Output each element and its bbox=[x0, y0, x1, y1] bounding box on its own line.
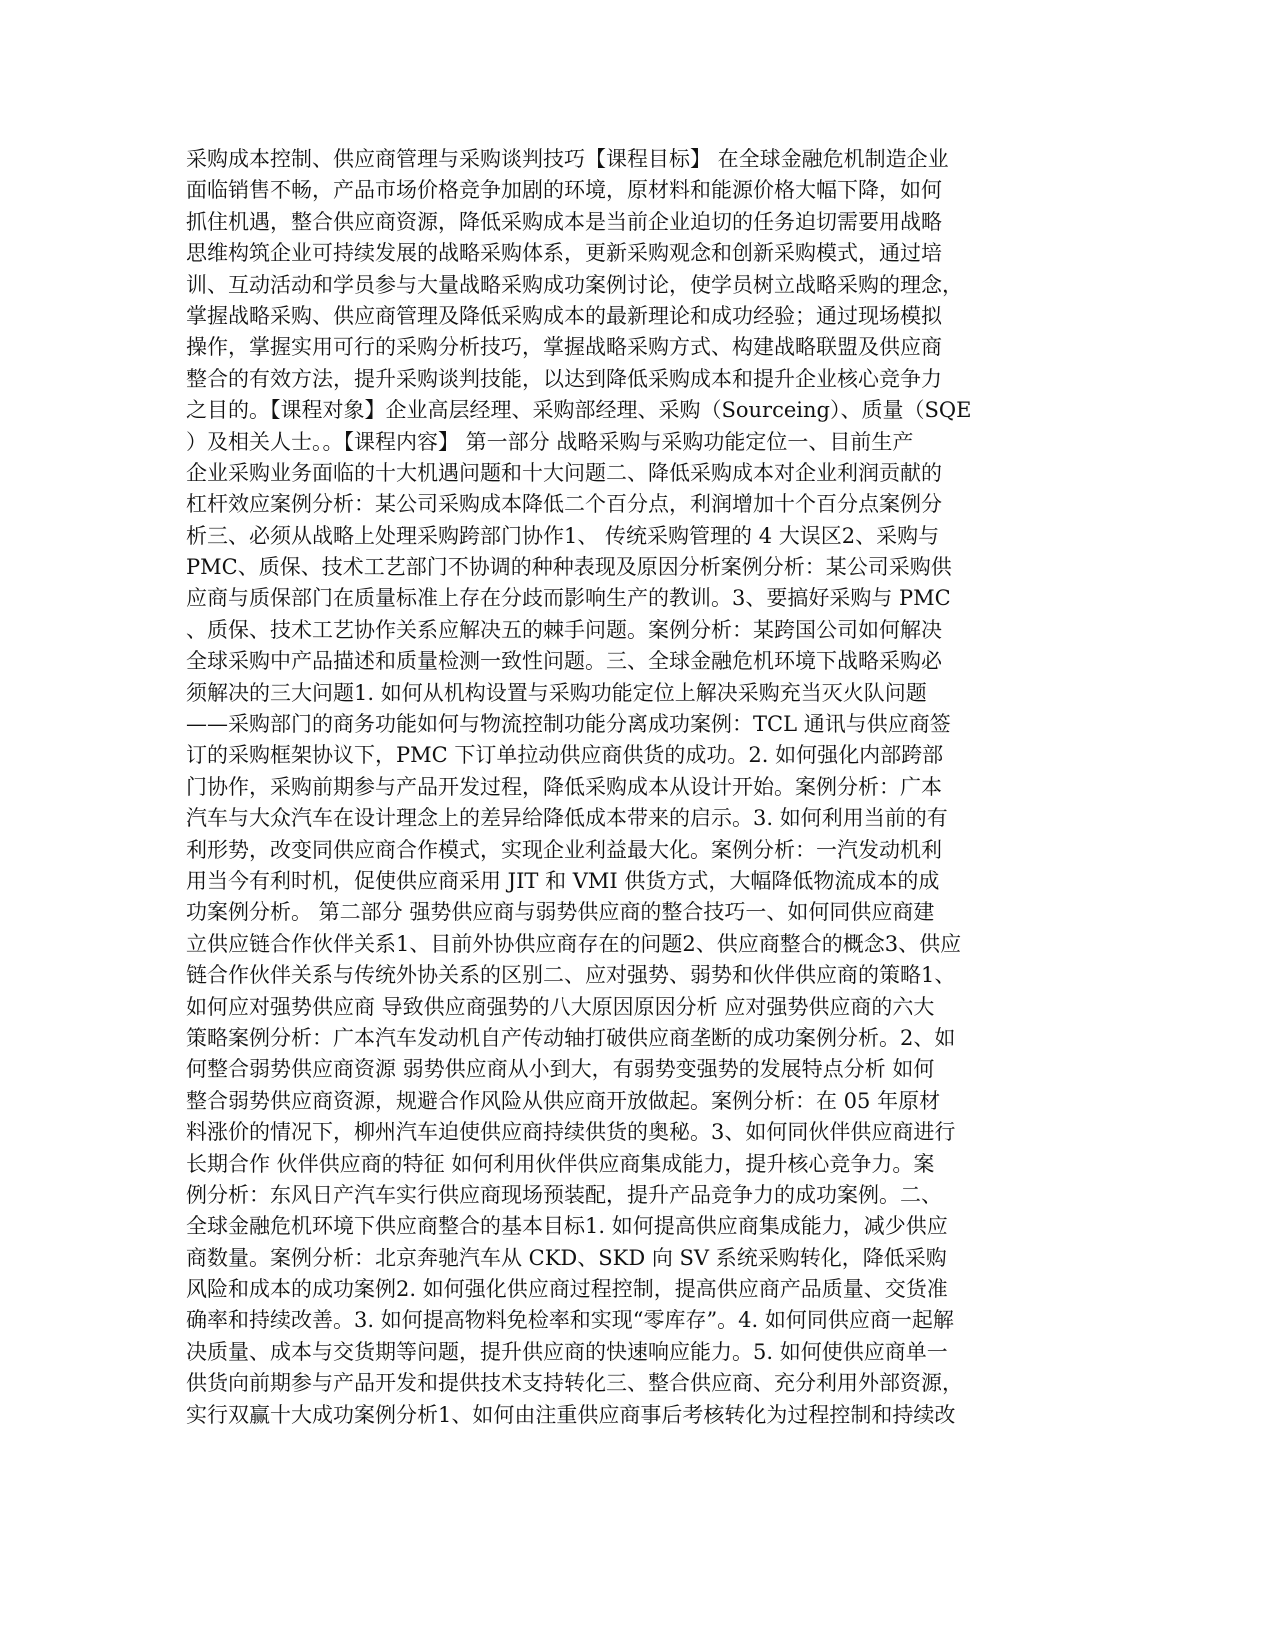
text-line: ）及相关人士。。【课程内容】 第一部分 战略采购与采购功能定位一、目前生产 bbox=[186, 429, 914, 454]
text-line: 全球金融危机环境下供应商整合的基本目标1. 如何提高供应商集成能力，减少供应 bbox=[186, 1214, 948, 1239]
text-line: 门协作，采购前期参与产品开发过程，降低采购成本从设计开始。案例分析：广本 bbox=[186, 774, 942, 799]
text-line: 应商与质保部门在质量标准上存在分歧而影响生产的教训。3、要搞好采购与 PMC bbox=[186, 586, 951, 611]
text-line: 训、互动活动和学员参与大量战略采购成功案例讨论，使学员树立战略采购的理念， bbox=[186, 272, 963, 297]
text-line: 确率和持续改善。3. 如何提高物料免检率和实现“零库存”。4. 如何同供应商一起解 bbox=[186, 1308, 954, 1333]
text-line: 须解决的三大问题1. 如何从机构设置与采购功能定位上解决采购充当灭火队问题 bbox=[186, 680, 927, 705]
text-line: 面临销售不畅，产品市场价格竞争加剧的环境，原材料和能源价格大幅下降，如何 bbox=[186, 178, 942, 203]
text-line: 利形势，改变同供应商合作模式，实现企业利益最大化。案例分析：一汽发动机利 bbox=[186, 837, 942, 862]
text-line: 决质量、成本与交货期等问题，提升供应商的快速响应能力。5. 如何使供应商单一 bbox=[186, 1339, 948, 1364]
text-line: 订的采购框架协议下，PMC 下订单拉动供应商供货的成功。2. 如何强化内部跨部 bbox=[186, 743, 944, 768]
text-line: 策略案例分析：广本汽车发动机自产传动轴打破供应商垄断的成功案例分析。2、如 bbox=[186, 1025, 956, 1050]
text-line: 如何应对强势供应商 导致供应商强势的八大原因原因分析 应对强势供应商的六大 bbox=[186, 994, 935, 1019]
text-line: 长期合作 伙伴供应商的特征 如何利用伙伴供应商集成能力，提升核心竞争力。案 bbox=[186, 1151, 935, 1176]
text-line: 链合作伙伴关系与传统外协关系的区别二、应对强势、弱势和伙伴供应商的策略1、 bbox=[186, 963, 956, 988]
text-line: 操作，掌握实用可行的采购分析技巧，掌握战略采购方式、构建战略联盟及供应商 bbox=[186, 335, 942, 360]
text-line: 之目的。【课程对象】企业高层经理、采购部经理、采购（Sourceing）、质量（SQE bbox=[186, 398, 972, 423]
text-line: ——采购部门的商务功能如何与物流控制功能分离成功案例：TCL 通讯与供应商签 bbox=[186, 712, 951, 737]
text-line: 抓住机遇，整合供应商资源，降低采购成本是当前企业迫切的任务迫切需要用战略 bbox=[186, 209, 942, 234]
text-line: 供货向前期参与产品开发和提供技术支持转化三、整合供应商、充分利用外部资源， bbox=[186, 1371, 963, 1396]
text-line: 何整合弱势供应商资源 弱势供应商从小到大，有弱势变强势的发展特点分析 如何 bbox=[186, 1057, 935, 1082]
text-line: 汽车与大众汽车在设计理念上的差异给降低成本带来的启示。3. 如何利用当前的有 bbox=[186, 806, 948, 831]
text-line: 思维构筑企业可持续发展的战略采购体系，更新采购观念和创新采购模式，通过培 bbox=[186, 241, 942, 266]
text-line: 商数量。案例分析：北京奔驰汽车从 CKD、SKD 向 SV 系统采购转化，降低采购 bbox=[186, 1245, 947, 1270]
text-line: 析三、必须从战略上处理采购跨部门协作1、 传统采购管理的 4 大误区2、采购与 bbox=[186, 523, 940, 548]
text-line: 料涨价的情况下，柳州汽车迫使供应商持续供货的奥秘。3、如何同伙伴供应商进行 bbox=[186, 1120, 956, 1145]
text-line: 例分析：东风日产汽车实行供应商现场预装配，提升产品竞争力的成功案例。二、 bbox=[186, 1182, 942, 1207]
text-line: 功案例分析。 第二部分 强势供应商与弱势供应商的整合技巧一、如何同供应商建 bbox=[186, 900, 935, 925]
text-line: 整合的有效方法，提升采购谈判技能，以达到降低采购成本和提升企业核心竞争力 bbox=[186, 366, 942, 391]
text-line: 风险和成本的成功案例2. 如何强化供应商过程控制，提高供应商产品质量、交货准 bbox=[186, 1277, 948, 1302]
text-line: PMC、质保、技术工艺部门不协调的种种表现及原因分析案例分析：某公司采购供 bbox=[186, 555, 952, 580]
text-line: 立供应链合作伙伴关系1、目前外协供应商存在的问题2、供应商整合的概念3、供应 bbox=[186, 931, 962, 956]
text-line: 杠杆效应案例分析：某公司采购成本降低二个百分点，利润增加十个百分点案例分 bbox=[186, 492, 942, 517]
text-line: 、质保、技术工艺协作关系应解决五的棘手问题。案例分析：某跨国公司如何解决 bbox=[186, 617, 942, 642]
body-text bbox=[186, 144, 1066, 1431]
text-line: 整合弱势供应商资源，规避合作风险从供应商开放做起。案例分析：在 05 年原材 bbox=[186, 1088, 941, 1113]
text-line: 采购成本控制、供应商管理与采购谈判技巧【课程目标】 在全球金融危机制造企业 bbox=[186, 147, 949, 171]
text-line: 实行双赢十大成功案例分析1、如何由注重供应商事后考核转化为过程控制和持续改 bbox=[186, 1402, 956, 1427]
text-line: 全球采购中产品描述和质量检测一致性问题。三、全球金融危机环境下战略采购必 bbox=[186, 649, 942, 674]
text-line: 企业采购业务面临的十大机遇问题和十大问题二、降低采购成本对企业利润贡献的 bbox=[186, 460, 942, 485]
text-line: 掌握战略采购、供应商管理及降低采购成本的最新理论和成功经验；通过现场模拟 bbox=[186, 303, 942, 328]
text-line: 用当今有利时机，促使供应商采用 JIT 和 VMI 供货方式，大幅降低物流成本的成 bbox=[186, 868, 940, 893]
